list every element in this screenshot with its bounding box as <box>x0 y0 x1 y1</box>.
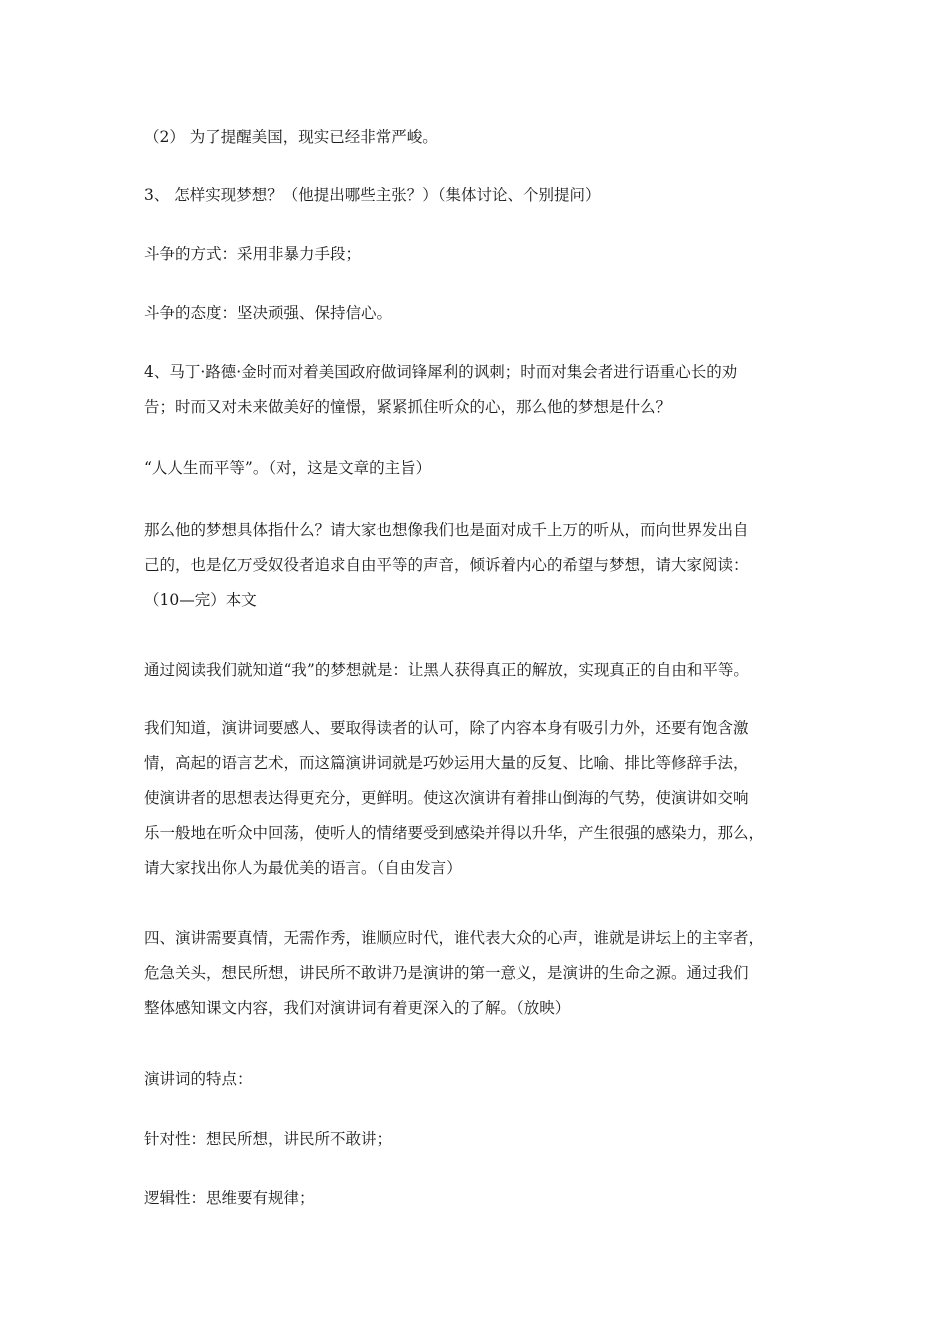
text-line: 己的，也是亿万受奴役者追求自由平等的声音，倾诉着内心的希望与梦想，请大家阅读： <box>144 556 749 574</box>
text-line: 危急关头，想民所想，讲民所不敢讲乃是演讲的第一意义，是演讲的生命之源。通过我们 <box>144 964 749 982</box>
text-line: 逻辑性：思维要有规律； <box>144 1189 315 1207</box>
paragraph-main-theme <box>144 451 814 486</box>
paragraph-feature-logic <box>144 1181 814 1216</box>
text-line: 那么他的梦想具体指什么？请大家也想像我们也是面对成千上万的听从，而向世界发出自 <box>144 521 749 539</box>
text-line: “人人生而平等”。（对，这是文章的主旨） <box>144 459 432 477</box>
text-line: 四、演讲需要真情，无需作秀，谁顺应时代，谁代表大众的心声，谁就是讲坛上的主宰者， <box>144 929 765 947</box>
paragraph-question-3 <box>144 178 814 213</box>
paragraph-struggle-method <box>144 237 814 272</box>
paragraph-reminder-america <box>144 120 814 155</box>
text-line: 告；时而又对未来做美好的憧憬，紧紧抓住听众的心，那么他的梦想是什么？ <box>144 398 672 416</box>
paragraph-dream-details <box>144 513 814 618</box>
paragraph-section-four <box>144 921 814 1026</box>
text-line: 斗争的态度：坚决顽强、保持信心。 <box>144 304 393 322</box>
paragraph-feature-pertinence <box>144 1122 814 1157</box>
text-line: 斗争的方式：采用非暴力手段； <box>144 245 362 263</box>
text-line: 通过阅读我们就知道“我”的梦想就是：让黑人获得真正的解放，实现真正的自由和平等。 <box>144 661 749 679</box>
paragraph-speech-art <box>144 711 814 886</box>
text-line: 整体感知课文内容，我们对演讲词有着更深入的了解。（放映） <box>144 999 571 1017</box>
text-line: （10—完）本文 <box>144 591 257 609</box>
text-line: 使演讲者的思想表达得更充分，更鲜明。使这次演讲有着排山倒海的气势，使演讲如交响 <box>144 789 749 807</box>
paragraph-question-4 <box>144 355 814 425</box>
text-line: 我们知道，演讲词要感人、要取得读者的认可，除了内容本身有吸引力外，还要有饱含激 <box>144 719 749 737</box>
text-line: 4、马丁·路德·金时而对着美国政府做词锋犀利的讽刺；时而对集会者进行语重心长的劝 <box>144 363 738 381</box>
text-line: 针对性：想民所想，讲民所不敢讲； <box>144 1130 393 1148</box>
text-line: 请大家找出你人为最优美的语言。（自由发言） <box>144 859 462 877</box>
text-line: （2） 为了提醒美国，现实已经非常严峻。 <box>144 128 438 146</box>
paragraph-speech-features-heading <box>144 1062 814 1097</box>
text-line: 情，高起的语言艺术，而这篇演讲词就是巧妙运用大量的反复、比喻、排比等修辞手法， <box>144 754 749 772</box>
text-line: 演讲词的特点： <box>144 1070 253 1088</box>
paragraph-struggle-attitude <box>144 296 814 331</box>
text-line: 3、 怎样实现梦想？（他提出哪些主张？）（集体讨论、个别提问） <box>144 186 601 204</box>
text-line: 乐一般地在听众中回荡，使听人的情绪要受到感染并得以升华，产生很强的感染力，那么， <box>144 824 765 842</box>
paragraph-dream-summary <box>144 653 814 688</box>
